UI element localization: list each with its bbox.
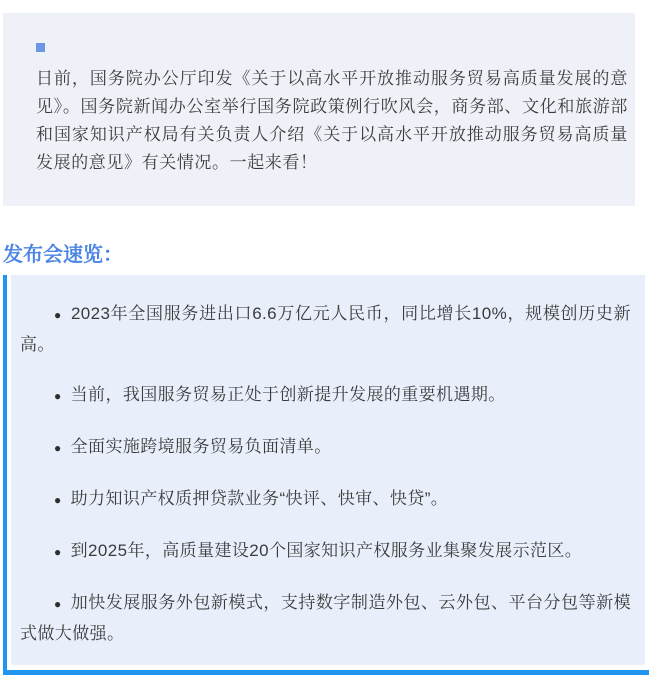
briefing-item (20, 380, 631, 411)
bullet-dot-icon: ● (54, 441, 62, 455)
briefing-item (20, 432, 631, 463)
intro-paragraph: 日前，国务院办公厅印发《关于以高水平开放推动服务贸易高质量发展的意见》。国务院新闻办公室举行国务院政策例行吹风会，商务部、文化和旅游部和国家知识产权局有关负责人介绍《关于以高水平开放推动服务贸易高质量发展的意见》有关情况。一起来看！ (36, 69, 628, 172)
bullet-dot-icon: ● (54, 389, 62, 403)
bullet-dot-icon: ● (54, 308, 62, 322)
bullet-dot-icon: ● (54, 493, 62, 507)
briefing-item (20, 484, 631, 515)
bullet-dot-icon: ● (54, 545, 62, 559)
briefing-item-text: 加快发展服务外包新模式，支持数字制造外包、云外包、平台分包等新模式做大做强。 (20, 593, 631, 643)
article-page (0, 13, 649, 675)
intro-box (3, 13, 635, 206)
briefing-item-text: 到2025年，高质量建设20个国家知识产权服务业集聚发展示范区。 (70, 541, 583, 560)
briefing-item-text: 当前，我国服务贸易正处于创新提升发展的重要机遇期。 (70, 385, 506, 404)
bullet-dot-icon: ● (54, 597, 62, 611)
briefing-item-text: 2023年全国服务进出口6.6万亿元人民币，同比增长10%，规模创历史新高。 (20, 304, 632, 354)
briefing-item-text: 助力知识产权质押贷款业务“快评、快审、快贷”。 (70, 489, 449, 508)
briefing-box (3, 275, 649, 675)
briefing-item-text: 全面实施跨境服务贸易负面清单。 (70, 437, 332, 456)
briefing-item (20, 536, 631, 567)
square-bullet-icon (36, 43, 45, 52)
briefing-list (11, 275, 645, 665)
briefing-item (20, 299, 631, 359)
briefing-item (20, 588, 631, 648)
briefing-heading: 发布会速览： (3, 244, 123, 266)
